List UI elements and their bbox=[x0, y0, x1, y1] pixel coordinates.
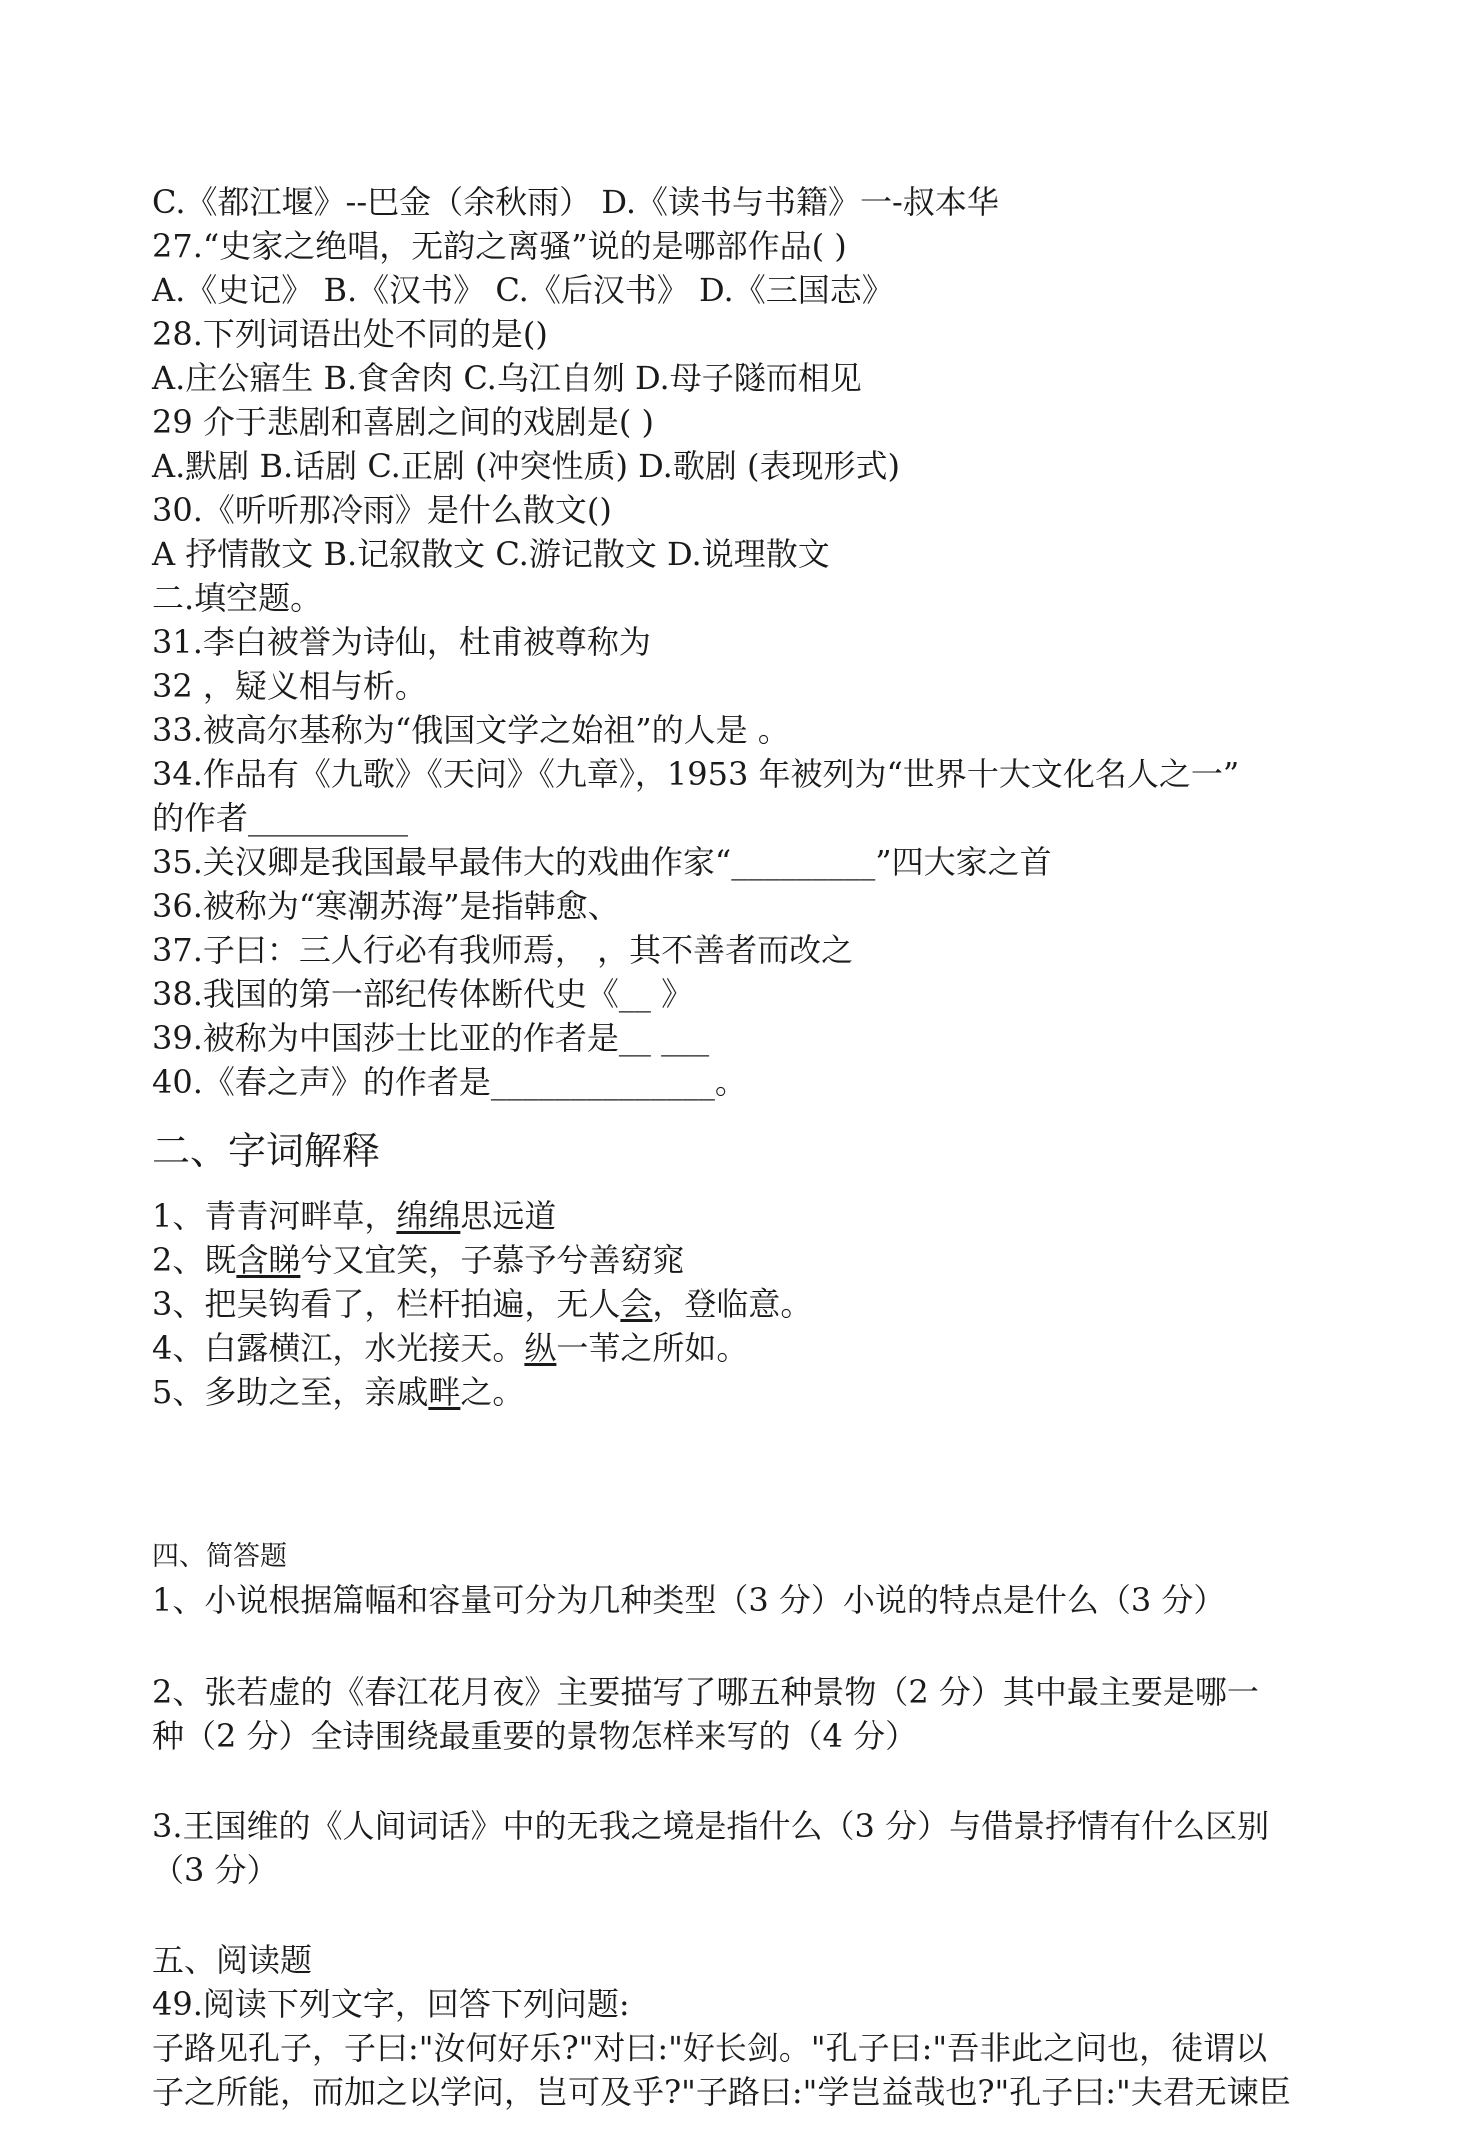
question-36: 36.被称为“寒潮苏海”是指韩愈、 bbox=[152, 887, 620, 925]
question-34-cont: 的作者__________ bbox=[152, 799, 409, 837]
question-33: 33.被高尔基称为“俄国文学之始祖”的人是 。 bbox=[152, 711, 790, 749]
short-answer-q1: 1、小说根据篇幅和容量可分为几种类型（3 分）小说的特点是什么（3 分） bbox=[152, 1581, 1226, 1619]
question-35: 35.关汉卿是我国最早最伟大的戏曲作家“_________”四大家之首 bbox=[152, 843, 1052, 881]
section-reading-title: 五、阅读题 bbox=[152, 1941, 313, 1979]
options-30: A 抒情散文 B.记叙散文 C.游记散文 D.说理散文 bbox=[152, 535, 830, 573]
question-27: 27.“史家之绝唱，无韵之离骚”说的是哪部作品( ) bbox=[152, 227, 847, 265]
options-28: A.庄公寤生 B.食舍肉 C.乌江自刎 D.母子隧而相见 bbox=[152, 359, 862, 397]
question-34: 34.作品有《九歌》《天问》《九章》，1953 年被列为“世界十大文化名人之一” bbox=[152, 755, 1240, 793]
question-28: 28.下列词语出处不同的是() bbox=[152, 315, 548, 353]
question-37: 37.子曰：三人行必有我师焉， ，其不善者而改之 bbox=[152, 931, 854, 969]
section-short-answer-title: 四、简答题 bbox=[152, 1541, 287, 1572]
question-32: 32 ，疑义相与析。 bbox=[152, 667, 427, 705]
text-line: C.《都江堰》--巴金（余秋雨） D.《读书与书籍》一-叔本华 bbox=[152, 183, 999, 221]
short-answer-q2-cont: 种（2 分）全诗围绕最重要的景物怎样来写的（4 分） bbox=[152, 1717, 918, 1755]
vocab-item: 2、既含睇兮又宜笑，子慕予兮善窈窕 bbox=[152, 1241, 685, 1279]
short-answer-q2: 2、张若虚的《春江花月夜》主要描写了哪五种景物（2 分）其中最主要是哪一 bbox=[152, 1673, 1259, 1711]
question-30: 30.《听听那冷雨》是什么散文() bbox=[152, 491, 612, 529]
question-29: 29 介于悲剧和喜剧之间的戏剧是( ) bbox=[152, 403, 655, 441]
question-39: 39.被称为中国莎士比亚的作者是__ ___ bbox=[152, 1019, 710, 1057]
reading-passage-line: 子路见孔子，子曰:"汝何好乐?"对曰:"好长剑。"孔子曰:"吾非此之问也，徒谓以 bbox=[152, 2029, 1268, 2067]
question-40: 40.《春之声》的作者是______________。 bbox=[152, 1063, 747, 1101]
vocab-item: 4、白露横江，水光接天。纵一苇之所如。 bbox=[152, 1329, 749, 1367]
reading-q49: 49.阅读下列文字，回答下列问题: bbox=[152, 1985, 630, 2023]
section-vocab-title: 二、字词解释 bbox=[152, 1129, 381, 1173]
vocab-item: 1、青青河畔草，绵绵思远道 bbox=[152, 1197, 557, 1235]
short-answer-q3: 3.王国维的《人间词话》中的无我之境是指什么（3 分）与借景抒情有什么区别 bbox=[152, 1807, 1270, 1845]
reading-passage-line: 子之所能，而加之以学问，岂可及乎?"子路曰:"学岂益哉也?"孔子曰:"夫君无谏臣 bbox=[152, 2073, 1291, 2111]
vocab-item: 3、把吴钩看了，栏杆拍遍，无人会，登临意。 bbox=[152, 1285, 813, 1323]
question-31: 31.李白被誉为诗仙，杜甫被尊称为 bbox=[152, 623, 651, 661]
options-29: A.默剧 B.话剧 C.正剧 (冲突性质) D.歌剧 (表现形式) bbox=[152, 447, 900, 485]
section-fill-blank-title: 二.填空题。 bbox=[152, 579, 323, 617]
short-answer-q3-cont: （3 分） bbox=[152, 1851, 279, 1889]
question-38: 38.我国的第一部纪传体断代史《__ 》 bbox=[152, 975, 694, 1013]
vocab-item: 5、多助之至，亲戚畔之。 bbox=[152, 1373, 525, 1411]
options-27: A.《史记》 B.《汉书》 C.《后汉书》 D.《三国志》 bbox=[152, 271, 894, 309]
